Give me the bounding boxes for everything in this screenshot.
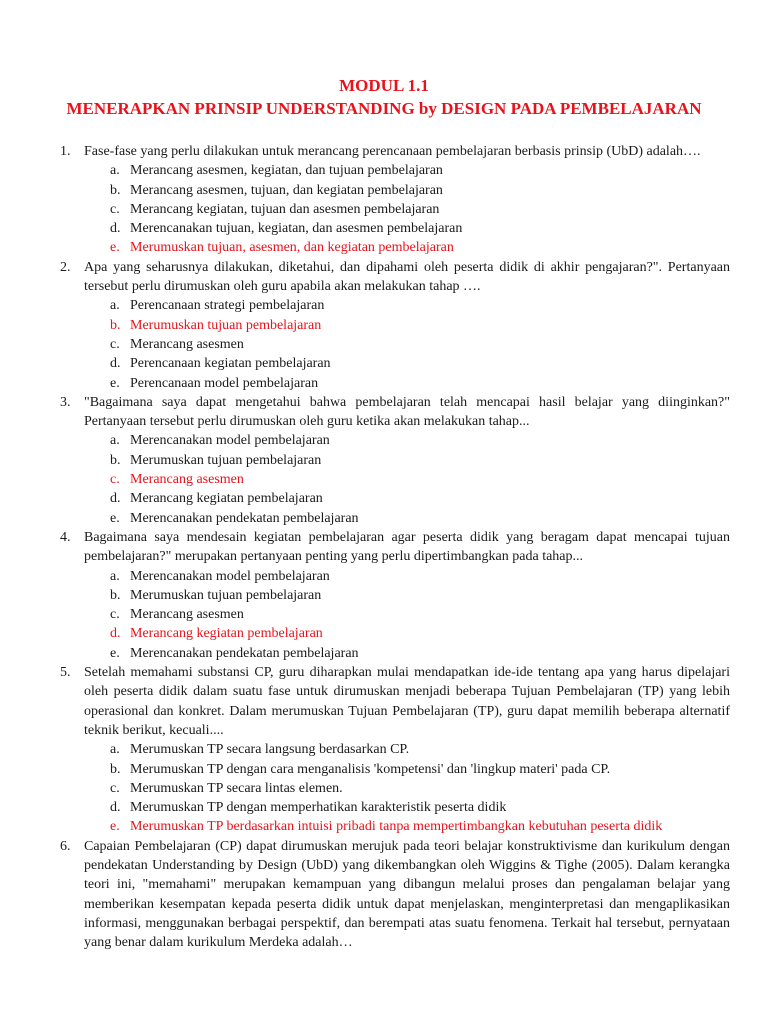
answer-option-correct [0,624,768,643]
question-item [0,142,768,258]
option-text: Merumuskan TP secara lintas elemen. [130,780,343,796]
question-text: Setelah memahami substansi CP, guru diharapkan mulai mendapatkan ide-ide tentang apa yang harus dipelajari oleh peserta didik dalam suatu fase untuk dirumuskan menjadi beberapa Tujuan Pembelajaran (TP) yang lebih operasional dan konkret. Dalam merumuskan Tujuan Pembelajaran (TP), guru dapat memilih beberapa alternatif teknik berikut, kecuali.... [84,665,730,738]
option-letter: a. [110,298,120,314]
answer-option-correct [0,470,768,489]
answer-option [0,181,768,200]
answer-option [0,760,768,779]
question-item [0,258,768,393]
question-item [0,393,768,528]
option-letter: b. [110,761,121,777]
option-letter: e. [110,645,120,661]
answer-option [0,740,768,759]
answer-option [0,431,768,450]
answer-option-correct [0,817,768,836]
option-letter: e. [110,510,120,526]
option-letter: c. [110,472,120,488]
option-letter: a. [110,742,120,758]
question-text: Capaian Pembelajaran (CP) dapat dirumuskan merujuk pada teori belajar konstruktivisme dan kurikulum dengan pendekatan Understanding by Design (UbD) yang dikembangkan oleh Wiggins & Tighe (2005). Dalam kerangka teori ini, "memahami" merupakan kemampuan yang dibangun melalui proses dan pengalaman belajar yang memberikan kesempatan kepada peserta didik untuk dapat menjelaskan, menginterpretasi dan mengaplikasikan informasi, menggunakan berbagai perspektif, dan berempati atas suatu fenomena. Terkait hal tersebut, pernyataan yang benar dalam kurikulum Merdeka adalah… [84,838,730,951]
answer-option [0,567,768,586]
option-text: Merumuskan TP secara langsung berdasarkan CP. [130,742,410,758]
answer-option [0,586,768,605]
option-text: Merencanakan tujuan, kegiatan, dan asesmen pembelajaran [130,221,463,237]
question-text: Apa yang seharusnya dilakukan, diketahui, dan dipahami oleh peserta didik di akhir pengajaran?". Pertanyaan tersebut perlu dirumuskan oleh guru apabila akan melakukan tahap …. [84,259,730,295]
option-text: Merumuskan tujuan pembelajaran [130,587,322,603]
option-text: Perencanaan model pembelajaran [130,375,319,391]
answer-option [0,509,768,528]
option-text: Merancang asesmen [130,336,244,352]
option-text: Merumuskan TP dengan cara menganalisis 'kompetensi' dan 'lingkup materi' pada CP. [130,761,611,777]
option-letter: c. [110,780,120,796]
option-text: Merancang kegiatan, tujuan dan asesmen pembelajaran [130,201,440,217]
option-list [0,161,768,257]
option-letter: e. [110,375,120,391]
option-letter: a. [110,433,120,449]
module-label: MODUL 1.1 [339,76,429,95]
option-list [0,431,768,527]
title-block [0,74,768,120]
option-letter: b. [110,182,121,198]
question-item [0,837,768,953]
question-text: Fase-fase yang perlu dilakukan untuk merancang perencanaan pembelajaran berbasis prinsip (UbD) adalah…. [84,144,701,159]
option-text: Merencanakan model pembelajaran [130,568,330,584]
module-title: MENERAPKAN PRINSIP UNDERSTANDING by DESIGN PADA PEMBELAJARAN [66,99,702,118]
question-text: Bagaimana saya mendesain kegiatan pembelajaran agar peserta didik yang beragam dapat mencapai tujuan pembelajaran?" merupakan pertanyaan penting yang perlu dipertimbangkan pada tahap... [84,529,730,565]
option-text: Merumuskan tujuan pembelajaran [130,317,322,333]
option-text: Merumuskan TP dengan memperhatikan karakteristik peserta didik [130,800,507,816]
option-letter: d. [110,491,121,507]
option-letter: b. [110,587,121,603]
option-text: Merancang asesmen [130,472,244,488]
question-number: 4. [60,529,71,545]
answer-option [0,644,768,663]
option-letter: b. [110,317,121,333]
option-letter: a. [110,163,120,179]
question-number: 6. [60,838,71,854]
answer-option [0,374,768,393]
option-text: Merencanakan pendekatan pembelajaran [130,510,359,526]
question-list [0,142,768,952]
answer-option [0,200,768,219]
answer-option [0,161,768,180]
option-text: Perencanaan strategi pembelajaran [130,298,325,314]
option-letter: d. [110,356,121,372]
answer-option [0,779,768,798]
option-letter: e. [110,819,120,835]
option-text: Merumuskan tujuan pembelajaran [130,452,322,468]
option-letter: d. [110,800,121,816]
option-letter: b. [110,452,121,468]
answer-option [0,354,768,373]
answer-option [0,219,768,238]
answer-option [0,296,768,315]
option-text: Merancang asesmen [130,607,244,623]
option-letter: d. [110,626,121,642]
question-number: 5. [60,665,71,681]
question-number: 1. [60,144,71,159]
option-list [0,296,768,392]
answer-option [0,605,768,624]
question-item [0,663,768,837]
question-number: 2. [60,259,71,275]
option-list [0,567,768,663]
option-letter: a. [110,568,120,584]
question-number: 3. [60,394,71,410]
option-text: Merencanakan pendekatan pembelajaran [130,645,359,661]
answer-option-correct [0,316,768,335]
option-letter: e. [110,240,120,256]
option-text: Merancang asesmen, tujuan, dan kegiatan pembelajaran [130,182,443,198]
answer-option [0,489,768,508]
option-text: Merancang asesmen, kegiatan, dan tujuan pembelajaran [130,163,443,179]
answer-option [0,798,768,817]
option-text: Merancang kegiatan pembelajaran [130,626,323,642]
answer-option [0,451,768,470]
option-letter: d. [110,221,121,237]
option-text: Merancang kegiatan pembelajaran [130,491,323,507]
option-text: Merencanakan model pembelajaran [130,433,330,449]
option-text: Merumuskan TP berdasarkan intuisi pribadi tanpa mempertimbangkan kebutuhan peserta didik [130,819,663,835]
option-text: Perencanaan kegiatan pembelajaran [130,356,331,372]
option-list [0,740,768,836]
option-letter: c. [110,201,120,217]
answer-option-correct [0,238,768,257]
option-text: Merumuskan tujuan, asesmen, dan kegiatan pembelajaran [130,240,454,256]
option-letter: c. [110,336,120,352]
answer-option [0,335,768,354]
question-text: "Bagaimana saya dapat mengetahui bahwa pembelajaran telah mencapai hasil belajar yang diinginkan?" Pertanyaan tersebut perlu dirumuskan oleh guru ketika akan melakukan tahap... [84,394,730,430]
option-letter: c. [110,607,120,623]
question-item [0,528,768,663]
